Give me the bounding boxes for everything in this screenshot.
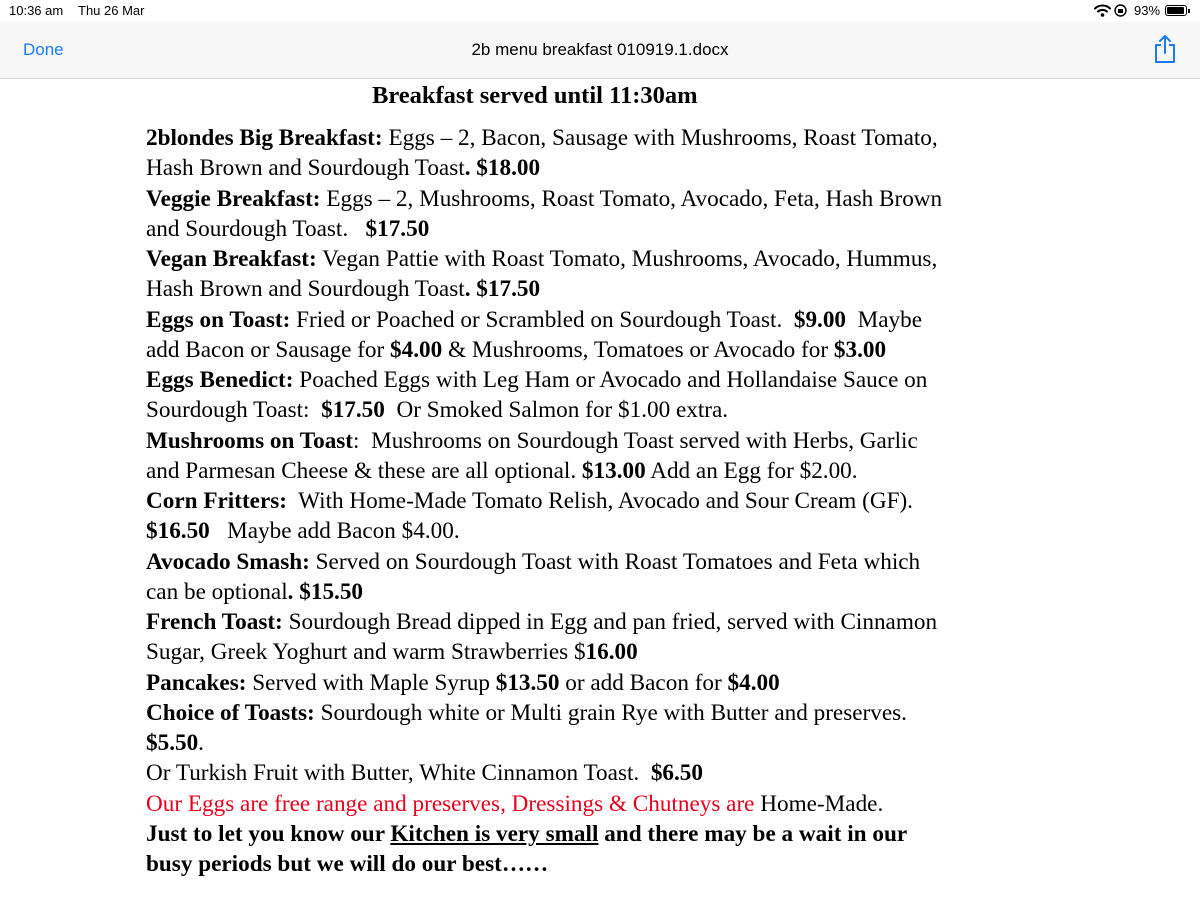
menu-item-line — [146, 123, 1156, 153]
menu-item-line — [146, 153, 1156, 183]
menu-item-line — [146, 728, 1156, 758]
menu-item-description: and Sourdough Toast. — [146, 215, 366, 242]
menu-item-price: $17.50 — [365, 215, 430, 242]
menu-item-description: Maybe add Bacon $4.00. — [209, 518, 460, 545]
menu-item-description: Or Smoked Salmon for $1.00 extra. — [384, 397, 729, 424]
menu-item-name: 2blondes Big Breakfast: — [146, 125, 383, 151]
menu-item-description: Served on Sourdough Toast with Roast Tomatoes and Feta which — [309, 548, 921, 575]
document-heading: Breakfast served until 11:30am — [372, 82, 698, 109]
menu-item-description: Sourdough white or Multi grain Rye with Butter and preserves. — [314, 699, 907, 726]
menu-item-name: Eggs Benedict: — [146, 367, 294, 393]
menu-item-price: $4.00 — [390, 336, 443, 363]
menu-item-line — [146, 426, 1156, 456]
menu-item-description: Hash Brown and Sourdough Toast — [146, 276, 465, 303]
menu-item-description: and Parmesan Cheese & these are all optional. — [146, 457, 582, 484]
document-title: 2b menu breakfast 010919.1.docx — [471, 40, 729, 59]
menu-item-name: Veggie Breakfast: — [146, 185, 321, 212]
menu-item-price: 16.00 — [585, 639, 638, 666]
menu-item-description: Maybe — [846, 306, 922, 333]
menu-item-line — [146, 758, 1156, 788]
menu-item-description: Eggs – 2, Mushrooms, Roast Tomato, Avocado, Feta, Hash Brown — [320, 185, 943, 212]
status-date: Thu 26 Mar — [78, 3, 145, 18]
kitchen-notice-text: Just to let you know our — [146, 820, 391, 847]
menu-item-line — [146, 456, 1156, 486]
menu-item-price: $13.00 — [581, 457, 646, 484]
menu-item-price: $9.00 — [793, 306, 847, 333]
menu-item-line — [146, 698, 1156, 728]
menu-item-description: can be optional — [146, 578, 288, 605]
menu-item-name: Pancakes: — [146, 669, 247, 696]
menu-item-name: Choice of Toasts: — [146, 699, 315, 726]
home-made-text: Home-Made. — [754, 790, 884, 817]
menu-item-description: or add Bacon for — [559, 669, 728, 696]
menu-item-description: Vegan Pattie with Roast Tomato, Mushrooms, Avocado, Hummus, — [316, 246, 938, 272]
menu-item-line — [146, 637, 1156, 667]
menu-item-price: . $17.50 — [464, 276, 541, 303]
menu-item-description: Eggs – 2, Bacon, Sausage with Mushrooms, Roast Tomato, — [382, 125, 938, 151]
menu-item-name: Mushrooms on Toast — [146, 427, 354, 454]
menu-item-description: Poached Eggs with Leg Ham or Avocado and Hollandaise Sauce on — [293, 367, 928, 393]
menu-item-line — [146, 547, 1156, 577]
menu-item-description: Add an Egg for $2.00. — [645, 457, 858, 484]
menu-item-name: Avocado Smash: — [146, 548, 310, 575]
menu-item-line — [146, 365, 1156, 395]
free-range-note: Our Eggs are free range and preserves, Dressings & Chutneys are — [146, 790, 755, 817]
menu-item-description: . — [198, 730, 204, 756]
menu-item-description: Served with Maple Syrup — [246, 669, 496, 696]
menu-item-line — [146, 395, 1156, 425]
menu-item-line — [146, 335, 1156, 365]
menu-item-description: : Mushrooms on Sourdough Toast served with Herbs, Garlic — [353, 427, 918, 454]
battery-fill — [1167, 7, 1184, 14]
menu-item-description: Or Turkish Fruit with Butter, White Cinnamon Toast. — [146, 760, 651, 787]
share-icon[interactable] — [1153, 34, 1177, 64]
menu-item-line — [146, 607, 1156, 637]
kitchen-notice-text: and there may be a wait in our — [598, 820, 908, 847]
menu-item-name: Corn Fritters: — [146, 488, 287, 514]
menu-item-line — [146, 214, 1156, 244]
kitchen-notice — [146, 849, 1156, 879]
menu-item-line — [146, 486, 1156, 516]
document-viewer[interactable] — [0, 79, 1200, 900]
menu-item-price: $4.00 — [727, 669, 780, 696]
battery-nub — [1188, 9, 1190, 13]
menu-item-description: Sourdough Toast: — [146, 397, 322, 424]
menu-item-name: Eggs on Toast: — [146, 306, 291, 333]
orientation-lock-icon — [1114, 4, 1127, 17]
menu-item-line — [146, 516, 1156, 546]
menu-item-line — [146, 577, 1156, 607]
menu-item-name: Vegan Breakfast: — [146, 246, 317, 272]
kitchen-notice — [146, 819, 1156, 849]
menu-item-line — [146, 244, 1156, 274]
menu-item-description: With Home-Made Tomato Relish, Avocado and Sour Cream (GF). — [287, 488, 913, 514]
menu-item-price: $17.50 — [321, 397, 385, 424]
menu-item-price: $6.50 — [650, 760, 703, 787]
menu-item-description: add Bacon or Sausage for — [146, 336, 391, 363]
wifi-icon — [1094, 4, 1111, 17]
status-time: 10:36 am — [9, 3, 64, 18]
home-made-note — [146, 789, 1156, 819]
menu-item-line — [146, 184, 1156, 214]
menu-item-description: Fried or Poached or Scrambled on Sourdough Toast. — [290, 306, 794, 333]
menu-item-price: $16.50 — [146, 518, 210, 545]
menu-item-description: & Mushrooms, Tomatoes or Avocado for — [442, 336, 834, 363]
kitchen-notice-text: busy periods but we will do our best…… — [146, 851, 549, 877]
menu-item-line — [146, 668, 1156, 698]
menu-item-price: . $15.50 — [287, 578, 364, 605]
battery-percentage: 93% — [1134, 3, 1161, 18]
navigation-bar — [0, 22, 1200, 79]
menu-item-price: . $18.00 — [464, 155, 541, 182]
menu-item-description: Sourdough Bread dipped in Egg and pan fried, served with Cinnamon — [282, 609, 938, 635]
menu-item-price: $5.50 — [146, 730, 199, 756]
menu-item-price: $13.50 — [495, 669, 560, 696]
kitchen-notice-underlined: Kitchen is very small — [390, 820, 599, 847]
menu-item-description: Sugar, Greek Yoghurt and warm Strawberries $ — [146, 639, 586, 666]
done-button[interactable]: Done — [23, 40, 64, 59]
battery-icon — [1165, 5, 1187, 16]
menu-item-line — [146, 274, 1156, 304]
menu-item-description: Hash Brown and Sourdough Toast — [146, 155, 465, 182]
breakfast-menu — [146, 123, 1156, 879]
status-bar — [0, 0, 1200, 22]
menu-item-price: $3.00 — [833, 336, 887, 363]
menu-item-name: French Toast: — [146, 609, 283, 635]
menu-item-line — [146, 305, 1156, 335]
